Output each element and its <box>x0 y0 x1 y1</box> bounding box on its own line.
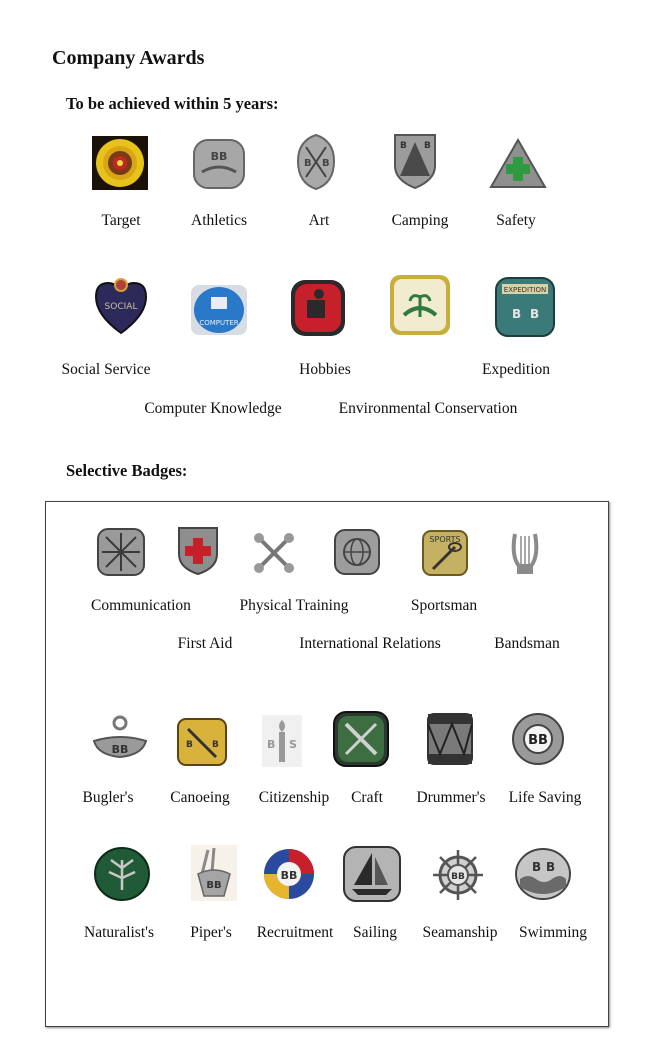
label-naturalists: Naturalist's <box>84 924 154 941</box>
first-aid-badge-icon <box>177 526 219 576</box>
label-athletics: Athletics <box>191 212 247 229</box>
life-saving-badge-icon <box>510 711 566 767</box>
label-seamanship: Seamanship <box>422 924 498 941</box>
international-relations-badge-icon <box>333 528 381 576</box>
label-art: Art <box>308 212 330 229</box>
svg-text:B: B <box>186 740 193 750</box>
svg-text:B: B <box>532 860 542 874</box>
label-expedition: Expedition <box>481 361 551 378</box>
pipers-badge-icon <box>190 844 238 902</box>
label-social-service: Social Service <box>61 361 151 378</box>
section-heading-selective: Selective Badges: <box>66 461 188 480</box>
svg-text:COMPUTER: COMPUTER <box>199 319 239 327</box>
svg-text:BB: BB <box>210 150 228 163</box>
svg-text:B: B <box>212 740 219 750</box>
target-badge-icon <box>92 136 148 190</box>
environmental-conservation-badge-icon <box>388 273 452 337</box>
physical-training-badge-icon <box>251 532 297 574</box>
label-international-relations: International Relations <box>299 635 441 652</box>
label-craft: Craft <box>351 789 383 806</box>
label-bandsman: Bandsman <box>494 635 560 652</box>
section-heading-5-years: To be achieved within 5 years: <box>66 94 279 113</box>
page-title: Company Awards <box>52 47 205 69</box>
svg-text:B: B <box>322 158 330 169</box>
sportsman-badge-icon <box>421 529 469 577</box>
svg-text:BB: BB <box>451 872 465 882</box>
label-life-saving: Life Saving <box>508 789 582 806</box>
naturalists-badge-icon <box>93 846 151 902</box>
svg-text:S: S <box>289 738 297 751</box>
canoeing-badge-icon <box>176 717 228 767</box>
svg-text:B: B <box>267 738 276 751</box>
camping-badge-icon <box>392 132 438 190</box>
label-environmental-conservation: Environmental Conservation <box>338 400 518 417</box>
athletics-badge-icon <box>192 138 246 190</box>
svg-text:BB: BB <box>111 743 129 756</box>
label-sportsman: Sportsman <box>410 597 478 614</box>
label-recruitment: Recruitment <box>256 924 334 941</box>
bandsman-badge-icon <box>505 526 545 578</box>
drummers-badge-icon <box>424 710 476 768</box>
seamanship-badge-icon <box>430 848 486 902</box>
label-communication: Communication <box>91 597 191 614</box>
label-citizenship: Citizenship <box>258 789 330 806</box>
recruitment-badge-icon <box>262 847 316 901</box>
buglers-badge-icon <box>90 713 150 767</box>
label-swimming: Swimming <box>518 924 588 941</box>
communication-badge-icon <box>96 527 146 577</box>
sailing-badge-icon <box>342 845 402 903</box>
label-buglers: Bugler's <box>82 789 134 806</box>
social-service-badge-icon <box>92 277 150 337</box>
safety-badge-icon <box>488 137 548 191</box>
swimming-badge-icon <box>514 847 572 901</box>
label-pipers: Piper's <box>190 924 232 941</box>
svg-text:SOCIAL: SOCIAL <box>104 302 138 312</box>
svg-text:B: B <box>400 141 407 151</box>
label-sailing: Sailing <box>353 924 397 941</box>
art-badge-icon <box>294 133 338 191</box>
label-computer-knowledge: Computer Knowledge <box>144 400 282 417</box>
expedition-badge-icon <box>494 276 556 338</box>
svg-text:EXPEDITION: EXPEDITION <box>503 286 547 294</box>
label-camping: Camping <box>391 212 449 229</box>
svg-text:BB: BB <box>528 733 548 748</box>
svg-text:BB: BB <box>206 880 222 891</box>
label-safety: Safety <box>496 212 536 229</box>
label-canoeing: Canoeing <box>170 789 230 806</box>
label-target: Target <box>101 212 141 229</box>
label-physical-training: Physical Training <box>239 597 349 614</box>
svg-text:B: B <box>304 158 312 169</box>
svg-text:B: B <box>512 307 522 321</box>
label-hobbies: Hobbies <box>299 361 351 378</box>
hobbies-badge-icon <box>289 278 347 338</box>
label-drummers: Drummer's <box>416 789 486 806</box>
svg-text:B: B <box>530 307 540 321</box>
svg-text:B: B <box>424 141 431 151</box>
svg-text:B: B <box>546 860 556 874</box>
citizenship-badge-icon <box>261 714 303 768</box>
label-first-aid: First Aid <box>177 635 233 652</box>
svg-text:BB: BB <box>280 869 298 882</box>
svg-text:SPORTS: SPORTS <box>429 535 461 544</box>
craft-badge-icon <box>332 710 390 768</box>
computer-knowledge-badge-icon <box>189 283 249 337</box>
